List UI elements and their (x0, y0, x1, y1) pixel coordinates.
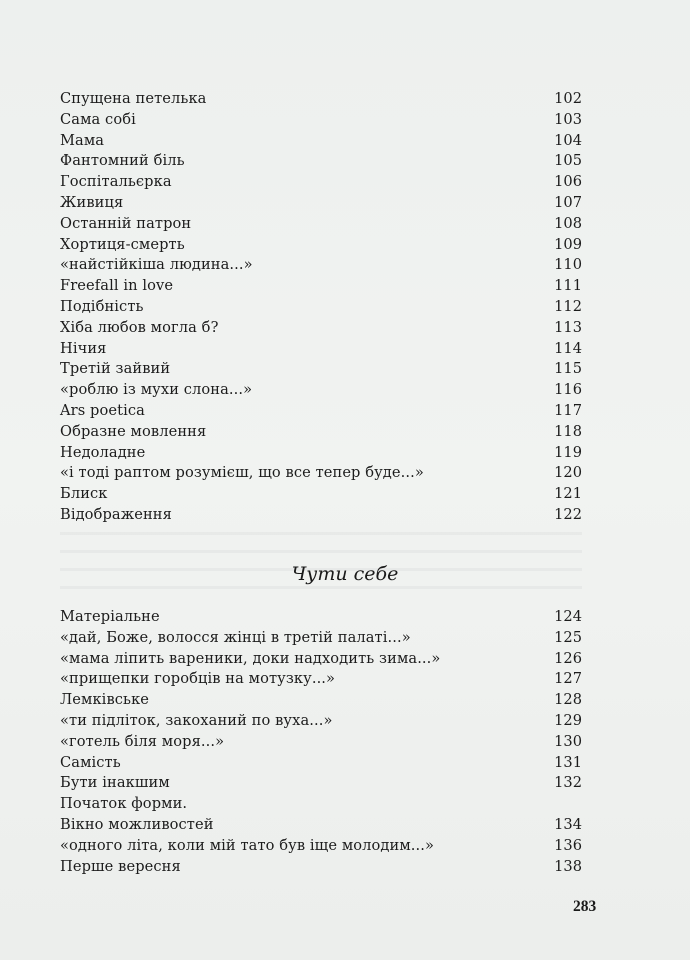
toc-entry-page: 111 (554, 277, 582, 295)
toc-entry (60, 131, 582, 152)
toc-entry-page: 124 (554, 608, 582, 625)
toc-entry-title: Самість (60, 753, 121, 771)
toc-entry-page: 108 (554, 214, 582, 232)
toc-entry (60, 794, 582, 815)
toc-entry (60, 711, 582, 732)
toc-entry-title: Бути інакшим (60, 774, 170, 792)
toc-entry (60, 89, 582, 110)
toc-entry-title: Образне мовлення (60, 422, 207, 440)
toc-entry-page: 103 (554, 110, 582, 128)
toc-entry (60, 836, 582, 857)
toc-entry-title: Відображення (60, 505, 172, 523)
toc-entry (60, 235, 582, 256)
toc-entry-page: 125 (554, 628, 582, 646)
toc-entry-page: 120 (554, 464, 582, 482)
toc-entry-page: 130 (554, 732, 582, 750)
toc-entry (60, 110, 582, 131)
toc-entry (60, 669, 582, 690)
toc-entry (60, 463, 582, 484)
toc-entry (60, 649, 582, 670)
toc-entry-title: «одного літа, коли мій тато був іще молодим...» (60, 836, 435, 854)
toc-entry-title: «дай, Боже, волосся жінці в третій палаті...» (60, 628, 411, 646)
toc-entry-title: Останній патрон (60, 214, 192, 232)
toc-entry-page: 105 (554, 152, 582, 170)
toc-entry-title: Подібність (60, 297, 144, 315)
toc-entry-title: «і тоді раптом розумієш, що все тепер буде...» (60, 464, 424, 482)
toc-entry (60, 193, 582, 214)
toc-entry-page: 126 (554, 649, 582, 667)
toc-entry-page: 129 (554, 711, 582, 729)
toc-entry (60, 732, 582, 753)
toc-entry-title: «мама ліпить вареники, доки надходить зима...» (60, 649, 441, 667)
toc-entry-page: 104 (554, 131, 582, 149)
toc-entry-title: Лемківське (60, 691, 150, 709)
toc-entry (60, 255, 582, 276)
toc-entry (60, 753, 582, 774)
toc-entry-page: 109 (554, 235, 582, 253)
toc-entry (60, 214, 582, 235)
toc-entry (60, 505, 582, 526)
toc-entry-page: 113 (554, 318, 582, 336)
toc-entry-page: 138 (554, 857, 582, 875)
toc-entry-page: 107 (554, 193, 582, 211)
toc-entry-title: Хортиця-смерть (60, 235, 185, 253)
toc-entry (60, 339, 582, 360)
toc-entry (60, 443, 582, 464)
toc-entry-page: 102 (554, 90, 582, 107)
toc-entry (60, 607, 582, 628)
toc-entry (60, 297, 582, 318)
toc-entry-title: Хіба любов могла б? (60, 318, 219, 336)
toc-entry-page: 106 (554, 173, 582, 191)
toc-entry-title: Вікно можливостей (60, 815, 214, 833)
toc-entry (60, 690, 582, 711)
toc-entry-page: 132 (554, 774, 582, 792)
toc-entry-title: Третій зайвий (60, 360, 171, 378)
toc-entry-page: 134 (554, 815, 582, 833)
toc-entry-title: «прищепки горобців на мотузку...» (60, 670, 336, 688)
toc-entry-title: Сама собі (60, 110, 136, 128)
toc-entry-title: Спущена петелька (60, 90, 207, 107)
toc-entry-title: Freefall in love (60, 277, 174, 295)
toc-entry (60, 484, 582, 505)
toc-entry-page: 119 (554, 443, 582, 461)
toc-entry (60, 359, 582, 380)
toc-entry-page: 115 (554, 360, 582, 378)
toc-entry-page: 112 (554, 297, 582, 315)
toc-entry-title: Недоладне (60, 443, 146, 461)
toc-entry-title: Початок форми. (60, 795, 188, 813)
toc-entry-title: «ти підліток, закоханий по вуха...» (60, 711, 333, 729)
toc-entry (60, 422, 582, 443)
toc-entry-title: «найстійкіша людина...» (60, 256, 253, 274)
toc-entry-title: Госпітальєрка (60, 173, 172, 191)
toc-entry-title: Фантомний біль (60, 152, 185, 170)
toc-entry (60, 151, 582, 172)
toc-entry (60, 172, 582, 193)
toc-entry-page: 121 (554, 485, 582, 503)
toc-list-part-1 (60, 89, 582, 526)
toc-entry-page: 128 (554, 691, 582, 709)
toc-entry-page: 118 (554, 422, 582, 440)
toc-entry-page: 122 (554, 505, 582, 523)
toc-entry (60, 380, 582, 401)
toc-entry (60, 318, 582, 339)
toc-entry-page: 127 (554, 670, 582, 688)
toc-entry-title: Перше вересня (60, 857, 181, 875)
toc-entry-title: Ars poetica (60, 401, 145, 419)
toc-entry-title: Живиця (60, 193, 124, 211)
toc-entry-title: Нічия (60, 339, 107, 357)
toc-entry (60, 276, 582, 297)
toc-entry-page: 131 (554, 753, 582, 771)
toc-entry (60, 628, 582, 649)
toc-entry-page: 114 (554, 339, 582, 357)
toc-entry-page: 116 (554, 381, 582, 399)
toc-entry-title: Матеріальне (60, 608, 160, 625)
section-heading: Чути себе (291, 563, 399, 585)
toc-entry (60, 401, 582, 422)
toc-entry (60, 815, 582, 836)
toc-entry-title: «роблю із мухи слона...» (60, 381, 253, 399)
toc-entry (60, 773, 582, 794)
toc-entry-page: 117 (554, 401, 582, 419)
toc-entry-title: Блиск (60, 485, 108, 503)
toc-entry-title: «готель біля моря...» (60, 732, 225, 750)
toc-entry-title: Мама (60, 131, 105, 149)
toc-entry-page: 136 (554, 836, 582, 854)
toc-entry (60, 857, 582, 878)
toc-list-part-2 (60, 607, 582, 877)
page-number: 283 (573, 898, 597, 915)
toc-entry-page: 110 (554, 256, 582, 274)
